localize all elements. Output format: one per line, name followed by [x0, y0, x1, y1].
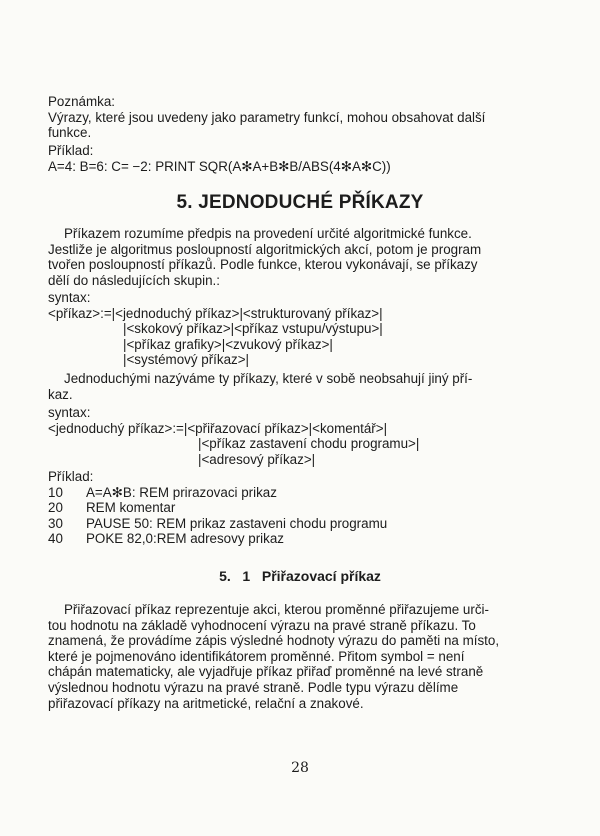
syntax1-line: |<příkaz grafiky>|<zvukový příkaz>| — [123, 336, 333, 352]
example2-block — [48, 469, 560, 547]
example1-block — [48, 143, 560, 174]
chapter-title: 5. JEDNODUCHÉ PŘÍKAZY — [176, 192, 424, 213]
code-row — [48, 531, 560, 547]
syntax1-line: <příkaz>:=|<jednoduchý příkaz>|<strukturovaný příkaz>| — [48, 305, 383, 321]
code-text: A=A✻B: REM prirazovaci prikaz — [86, 484, 277, 500]
syntax1-line: |<systémový příkaz>| — [123, 352, 250, 368]
code-text: PAUSE 50: REM prikaz zastaveni chodu programu — [86, 515, 388, 531]
assignment-line: výslednou hodnotu výrazu na pravé straně. Podle typu výrazu dělíme — [48, 679, 459, 695]
assignment-line: chápán matematicky, ale vyjadřuje příkaz přiřaď proměnné na levé straně — [48, 664, 484, 680]
note-block — [48, 94, 560, 141]
example2-heading: Příklad: — [48, 469, 94, 484]
code-row — [48, 500, 560, 516]
code-row — [48, 516, 560, 532]
syntax2-label: syntax: — [48, 405, 91, 420]
assignment-line: které je pojmenováno identifikátorem proměnné. Přitom symbol = není — [48, 648, 465, 664]
note-heading: Poznámka: — [48, 94, 115, 109]
code-text: POKE 82,0:REM adresovy prikaz — [86, 531, 284, 547]
line-number: 40 — [48, 531, 63, 547]
assignment-paragraph — [48, 602, 560, 711]
intro-paragraph — [48, 226, 560, 288]
example1-code: A=4: B=6: C= −2: PRINT SQR(A✻A+B✻B/ABS(4✻A✻C)) — [48, 158, 391, 174]
simple-definition-line: Jednoduchými nazýváme ty příkazy, které v sobě neobsahují jiný pří- — [64, 371, 473, 386]
code-text: REM komentar — [86, 500, 176, 516]
syntax2-line: |<adresový příkaz>| — [198, 451, 316, 467]
assignment-line: tou hodnotu na základě vyhodnocení výrazu na pravé straně příkazu. To — [48, 617, 476, 633]
syntax1-block — [48, 290, 560, 368]
assignment-line: znamená, že provádíme zápis výsledné hodnoty výrazu do paměti na místo, — [48, 633, 500, 649]
syntax1-label: syntax: — [48, 290, 91, 305]
section-title: 5. 1 Přiřazovací příkaz — [219, 568, 381, 584]
code-row — [48, 485, 560, 501]
note-line: funkce. — [48, 125, 92, 141]
syntax2-line: |<příkaz zastavení chodu programu>| — [198, 436, 420, 452]
assignment-line: přiřazovací příkazy na aritmetické, relační a znakové. — [48, 695, 364, 711]
syntax2-line: <jednoduchý příkaz>:=|<přiřazovací příkaz>|<komentář>| — [48, 420, 388, 436]
line-number: 30 — [48, 515, 63, 531]
intro-line: tvořen posloupností příkazů. Podle funkce, kterou vykonávají, se příkazy — [48, 257, 478, 273]
syntax1-line: |<skokový příkaz>|<příkaz vstupu/výstupu>| — [123, 321, 383, 337]
intro-line: Příkazem rozumíme předpis na provedení určité algoritmické funkce. — [64, 226, 472, 241]
simple-definition-line: kaz. — [48, 386, 73, 402]
example1-heading: Příklad: — [48, 143, 94, 158]
page-number: 28 — [291, 760, 309, 776]
simple-definition — [48, 371, 560, 402]
line-number: 10 — [48, 484, 63, 500]
intro-line: Jestliže je algoritmus posloupností algoritmických akcí, potom je program — [48, 241, 482, 257]
assignment-line: Přiřazovací příkaz reprezentuje akci, kterou proměnné přiřazujeme urči- — [64, 602, 489, 617]
line-number: 20 — [48, 500, 63, 516]
note-line: Výrazy, které jsou uvedeny jako parametry funkcí, mohou obsahovat další — [48, 109, 486, 125]
intro-line: dělí do následujících skupin.: — [48, 272, 220, 288]
syntax2-block — [48, 405, 560, 467]
